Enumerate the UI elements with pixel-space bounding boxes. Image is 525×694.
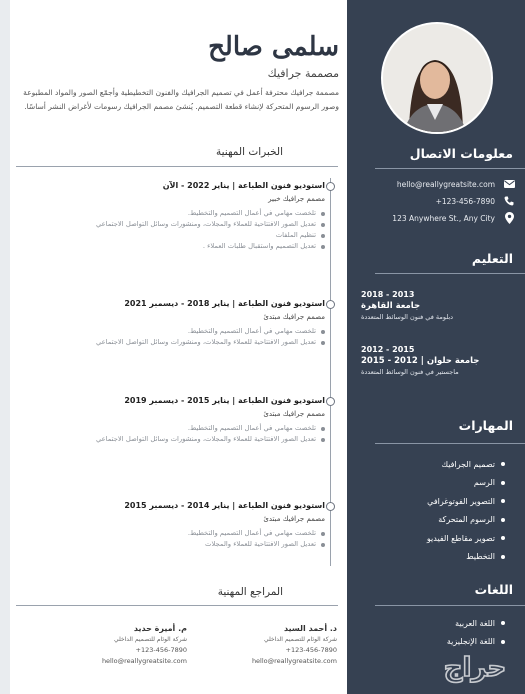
education-divider (375, 273, 525, 274)
skill-item: التخطيط (427, 548, 505, 567)
experience-divider (16, 166, 338, 167)
language-item: اللغة العربية (447, 614, 505, 633)
education-degree: ماجستير في فنون الوسائط المتعددة (361, 368, 459, 376)
profile-photo (381, 22, 493, 134)
phone-icon (503, 195, 515, 207)
education-item (361, 345, 511, 376)
job-bullet: تعديل الصور الافتتاحية للعملاء والمجلات، ومنشورات وسائل التواصل الاجتماعي (25, 337, 325, 348)
reference-card (47, 624, 187, 665)
job-title: مصمم جرافيك مبتدئ (263, 515, 325, 523)
resume-name: سلمى صالح (208, 32, 339, 62)
reference-company: شركة الوئام للتصميم الداخلي (263, 636, 337, 643)
main-column (10, 0, 347, 694)
job-title: مصمم جرافيك خبير (268, 195, 325, 203)
job-header: استوديو فنون الطباعة | يناير 2018 - ديسمبر 2021 (124, 299, 325, 308)
timeline-dot (326, 397, 335, 406)
job-entry (25, 501, 325, 550)
reference-name: د. أحمد السيد (284, 624, 337, 633)
location-pin-icon (503, 212, 515, 224)
contact-phone[interactable]: +123-456-7890 (355, 195, 515, 207)
portrait-icon (381, 24, 491, 134)
email-icon (503, 178, 515, 190)
resume-summary: مصممة جرافيك محترفة أعمل في تصميم الجرافيك والفنون التخطيطية وأجمّع الصور والمواد المطبوعة وصور الرسوم المتحركة لإنشاء قطعة التصميم. يُنشئ مصمم الجرافيك رسومات لأغراض النشر أساسًا. (23, 88, 339, 111)
resume-page (10, 0, 525, 694)
reference-email[interactable]: hello@reallygreatsite.com (101, 657, 187, 665)
education-school: جامعة القاهرة (361, 301, 421, 311)
job-title: مصمم جرافيك مبتدئ (263, 313, 325, 321)
job-bullets (25, 326, 325, 348)
references-heading: المراجع المهنية (217, 586, 283, 598)
skill-item: الرسم (427, 474, 505, 493)
job-bullet: تنظيم الملفات (25, 230, 325, 241)
job-bullet: تلخصت مهامي في أعمال التصميم والتخطيط. (25, 528, 325, 539)
haraj-watermark-logo (420, 650, 525, 684)
experience-heading: الخبرات المهنية (216, 146, 283, 158)
education-school: جامعة حلوان | 2012 - 2015 (361, 356, 480, 366)
contact-email[interactable]: hello@reallygreatsite.com (355, 178, 515, 190)
reference-phone: +123-456-7890 (285, 646, 337, 654)
skill-item: التصوير الفوتوغرافي (427, 492, 505, 511)
sidebar (347, 0, 525, 694)
skills-heading: المهارات (458, 418, 513, 433)
job-bullet: تعديل الصور الافتتاحية للعملاء والمجلات، ومنشورات وسائل التواصل الاجتماعي (25, 434, 325, 445)
reference-email[interactable]: hello@reallygreatsite.com (251, 657, 337, 665)
job-header: استوديو فنون الطباعة | يناير 2014 - ديسمبر 2015 (124, 501, 325, 510)
job-title: مصمم جرافيك مبتدئ (263, 410, 325, 418)
job-bullets (25, 423, 325, 445)
languages-heading: اللغات (474, 582, 513, 597)
job-entry (25, 396, 325, 445)
languages-divider (375, 605, 525, 606)
reference-company: شركة الوئام للتصميم الداخلي (113, 636, 187, 643)
job-bullet: تلخصت مهامي في أعمال التصميم والتخطيط. (25, 423, 325, 434)
job-bullets (25, 208, 325, 252)
contact-address: 123 Anywhere St., Any City (355, 212, 515, 224)
resume-role: مصممة جرافيك (267, 67, 339, 80)
education-years: 2013 - 2018 (361, 290, 415, 299)
language-item: اللغة الإنجليزية (447, 633, 505, 652)
job-entry (25, 299, 325, 348)
education-heading: التعليم (471, 251, 513, 266)
contact-heading: معلومات الاتصال (409, 146, 513, 161)
job-bullet: تعديل الصور الافتتاحية للعملاء والمجلات (25, 539, 325, 550)
skill-item: تصوير مقاطع الفيديو (427, 529, 505, 548)
timeline-dot (326, 182, 335, 191)
reference-name: م. أميرة حديد (133, 624, 187, 633)
skills-divider (375, 443, 525, 444)
education-item (361, 290, 511, 321)
skill-item: الرسوم المتحركة (427, 511, 505, 530)
education-years: 2015 - 2012 (361, 345, 415, 354)
references-divider (16, 605, 338, 606)
job-bullet: تلخصت مهامي في أعمال التصميم والتخطيط. (25, 208, 325, 219)
job-header: استوديو فنون الطباعة | يناير 2022 - الآن (162, 181, 325, 190)
timeline-dot (326, 300, 335, 309)
svg-text:حراج: حراج (443, 653, 507, 683)
job-bullet: تلخصت مهامي في أعمال التصميم والتخطيط. (25, 326, 325, 337)
skill-item: تصميم الجرافيك (427, 455, 505, 474)
job-bullet: تعديل الصور الافتتاحية للعملاء والمجلات، ومنشورات وسائل التواصل الاجتماعي (25, 219, 325, 230)
timeline-dot (326, 502, 335, 511)
languages-list (447, 614, 505, 651)
job-entry (25, 181, 325, 252)
skills-list (427, 455, 505, 566)
reference-phone: +123-456-7890 (135, 646, 187, 654)
job-bullets (25, 528, 325, 550)
job-bullet: تعديل التصميم واستقبال طلبات العملاء . (25, 241, 325, 252)
contact-divider (375, 168, 525, 169)
reference-card (197, 624, 337, 665)
job-header: استوديو فنون الطباعة | يناير 2015 - ديسمبر 2019 (124, 396, 325, 405)
education-degree: دبلومة في فنون الوسائط المتعددة (361, 313, 454, 321)
